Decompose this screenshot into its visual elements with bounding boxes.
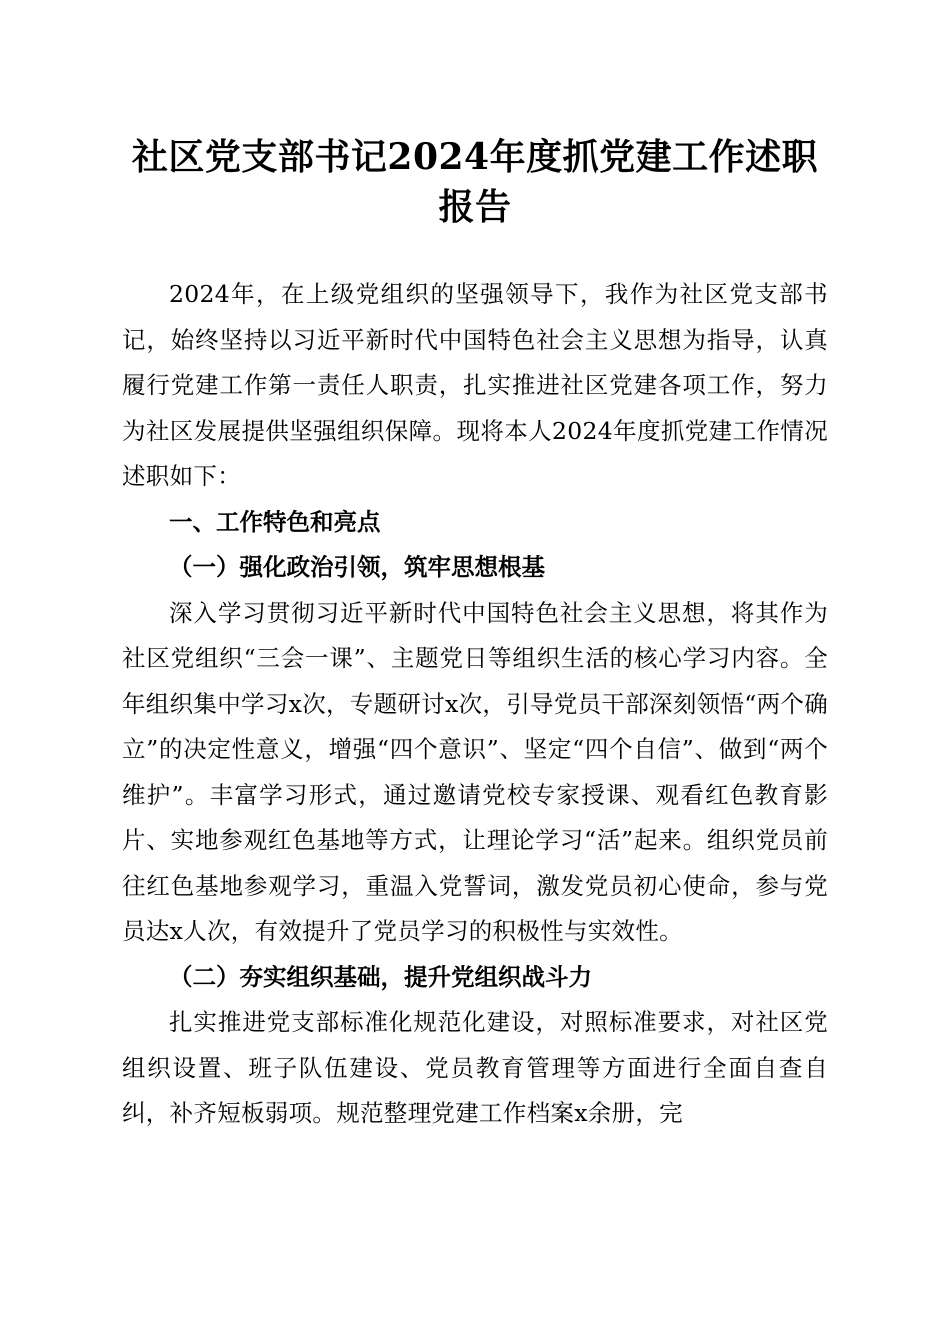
subsection-heading-1: （一）强化政治引领，筑牢思想根基 <box>169 553 545 581</box>
subsection-heading-2: （二）夯实组织基础，提升党组织战斗力 <box>169 962 592 991</box>
intro-paragraph: 2024年，在上级党组织的坚强领导下，我作为社区党支部书记，始终坚持以习近平新时代中国特色社会主义思想为指导，认真履行党建工作第一责任人职责，扎实推进社区党建各项工作，努力为社区发展提供坚强组织保障。现将本人2024年度抓党建工作情况述职如下： <box>122 280 828 490</box>
subsection-1-paragraph: 深入学习贯彻习近平新时代中国特色社会主义思想，将其作为社区党组织“三会一课”、主题党日等组织生活的核心学习内容。全年组织集中学习x次，专题研讨x次，引导党员干部深刻领悟“两个确立”的决定性意义，增强“四个意识”、坚定“四个自信”、做到“两个维护”。丰富学习形式，通过邀请党校专家授课、观看红色教育影片、实地参观红色基地等方式，让理论学习“活”起来。组织党员前往红色基地参观学习，重温入党誓词，激发党员初心使命，参与党员达x人次，有效提升了党员学习的积极性与实效性。 <box>122 598 828 945</box>
subsection-2-paragraph: 扎实推进党支部标准化规范化建设，对照标准要求，对社区党组织设置、班子队伍建设、党员教育管理等方面进行全面自查自纠，补齐短板弱项。规范整理党建工作档案x余册，完 <box>122 1008 828 1127</box>
section-heading-1: 一、工作特色和亮点 <box>169 507 381 536</box>
document-title: 社区党支部书记2024年度抓党建工作述职报告 <box>131 136 819 228</box>
document-body <box>122 272 828 1137</box>
